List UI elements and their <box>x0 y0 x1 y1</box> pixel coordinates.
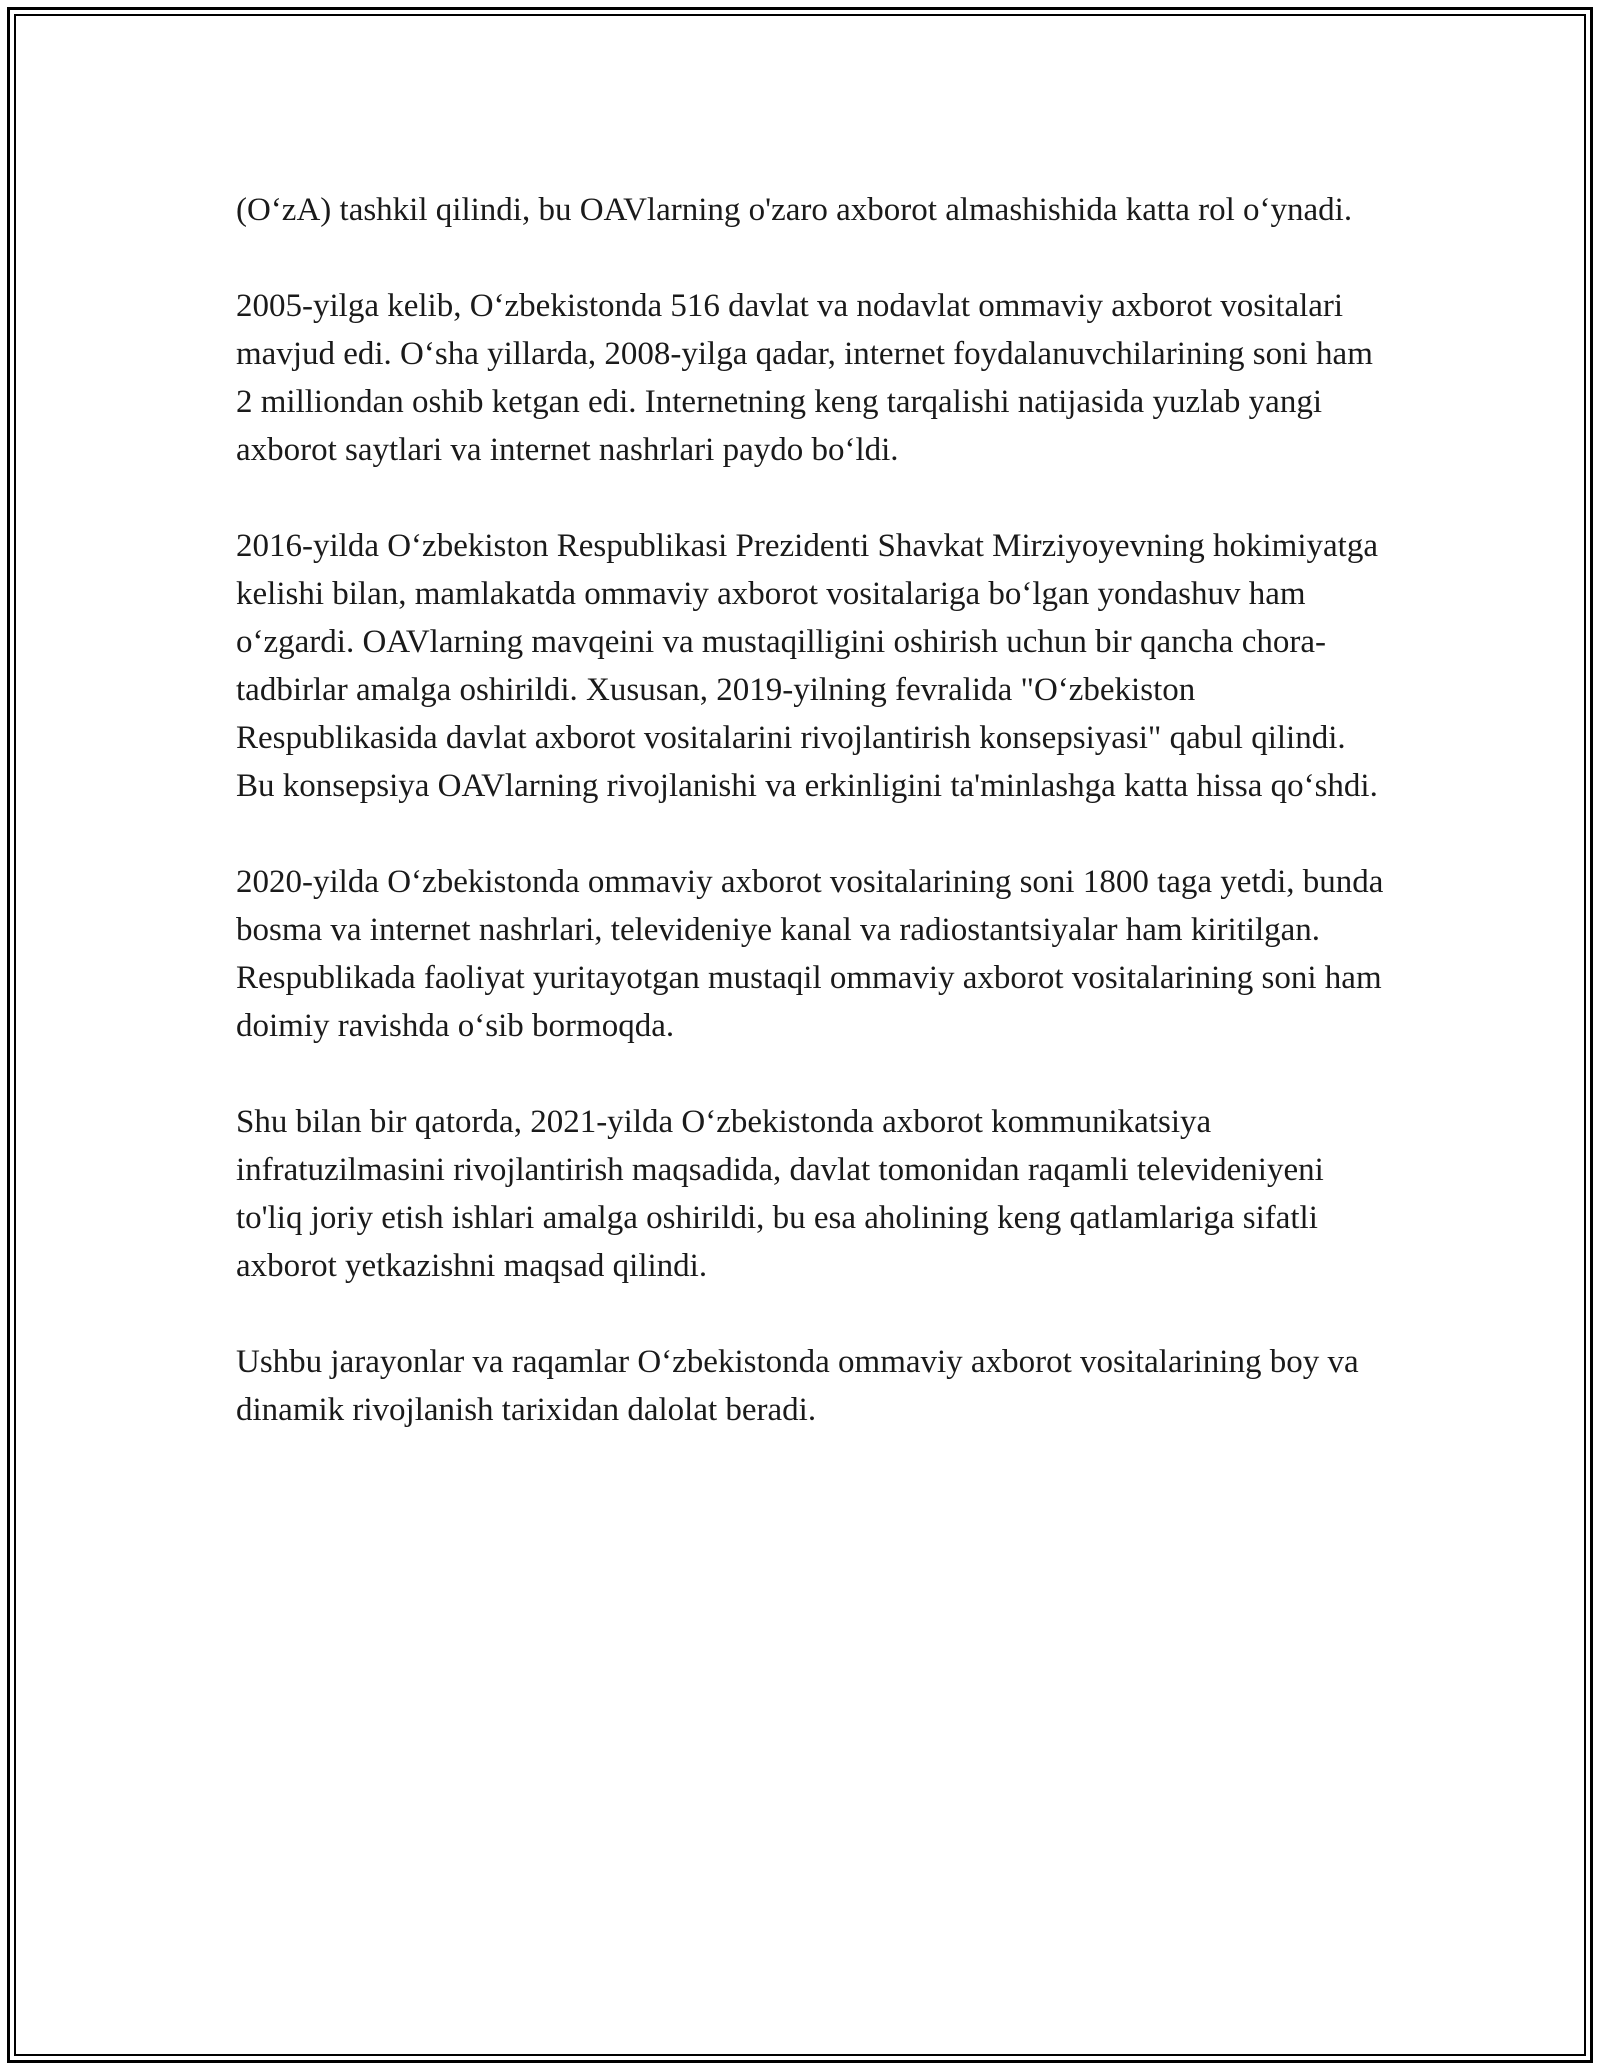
paragraph-2005: 2005-yilga kelib, O‘zbekistonda 516 davlat va nodavlat ommaviy axborot vositalari mavjud edi. O‘sha yillarda, 2008-yilga qadar, internet foydalanuvchilarining soni ham 2 milliondan oshib ketgan edi. Internetning keng tarqalishi natijasida yuzlab yangi axborot saytlari va internet nashrlari paydo bo‘ldi. <box>236 288 1373 468</box>
paragraph-conclusion: Ushbu jarayonlar va raqamlar O‘zbekistonda ommaviy axborot vositalarining boy va dinamik rivojlanish tarixidan dalolat beradi. <box>236 1344 1359 1428</box>
paragraph-2020: 2020-yilda O‘zbekistonda ommaviy axborot vositalarining soni 1800 taga yetdi, bunda bosma va internet nashrlari, televideniye kanal va radiostantsiyalar ham kiritilgan. Respublikada faoliyat yuritayotgan mustaqil ommaviy axborot vositalarining soni ham doimiy ravishda o‘sib bormoqda. <box>236 864 1384 1044</box>
document-body <box>236 186 1386 1434</box>
paragraph-2021: Shu bilan bir qatorda, 2021-yilda O‘zbekistonda axborot kommunikatsiya infratuzilmasini rivojlantirish maqsadida, davlat tomonidan raqamli televideniyeni to'liq joriy etish ishlari amalga oshirildi, bu esa aholining keng qatlamlariga sifatli axborot yetkazishni maqsad qilindi. <box>236 1104 1324 1284</box>
paragraph-2016: 2016-yilda O‘zbekiston Respublikasi Prezidenti Shavkat Mirziyoyevning hokimiyatga kelishi bilan, mamlakatda ommaviy axborot vositalariga bo‘lgan yondashuv ham o‘zgardi. OAVlarning mavqeini va mustaqilligini oshirish uchun bir qancha chora-tadbirlar amalga oshirildi. Xususan, 2019-yilning fevralida "O‘zbekiston Respublikasida davlat axborot vositalarini rivojlantirish konsepsiyasi" qabul qilindi. Bu konsepsiya OAVlarning rivojlanishi va erkinligini ta'minlashga katta hissa qo‘shdi. <box>236 528 1378 804</box>
paragraph-ozA-continuation: (O‘zA) tashkil qilindi, bu OAVlarning o'zaro axborot almashishida katta rol o‘ynadi. <box>236 192 1353 228</box>
